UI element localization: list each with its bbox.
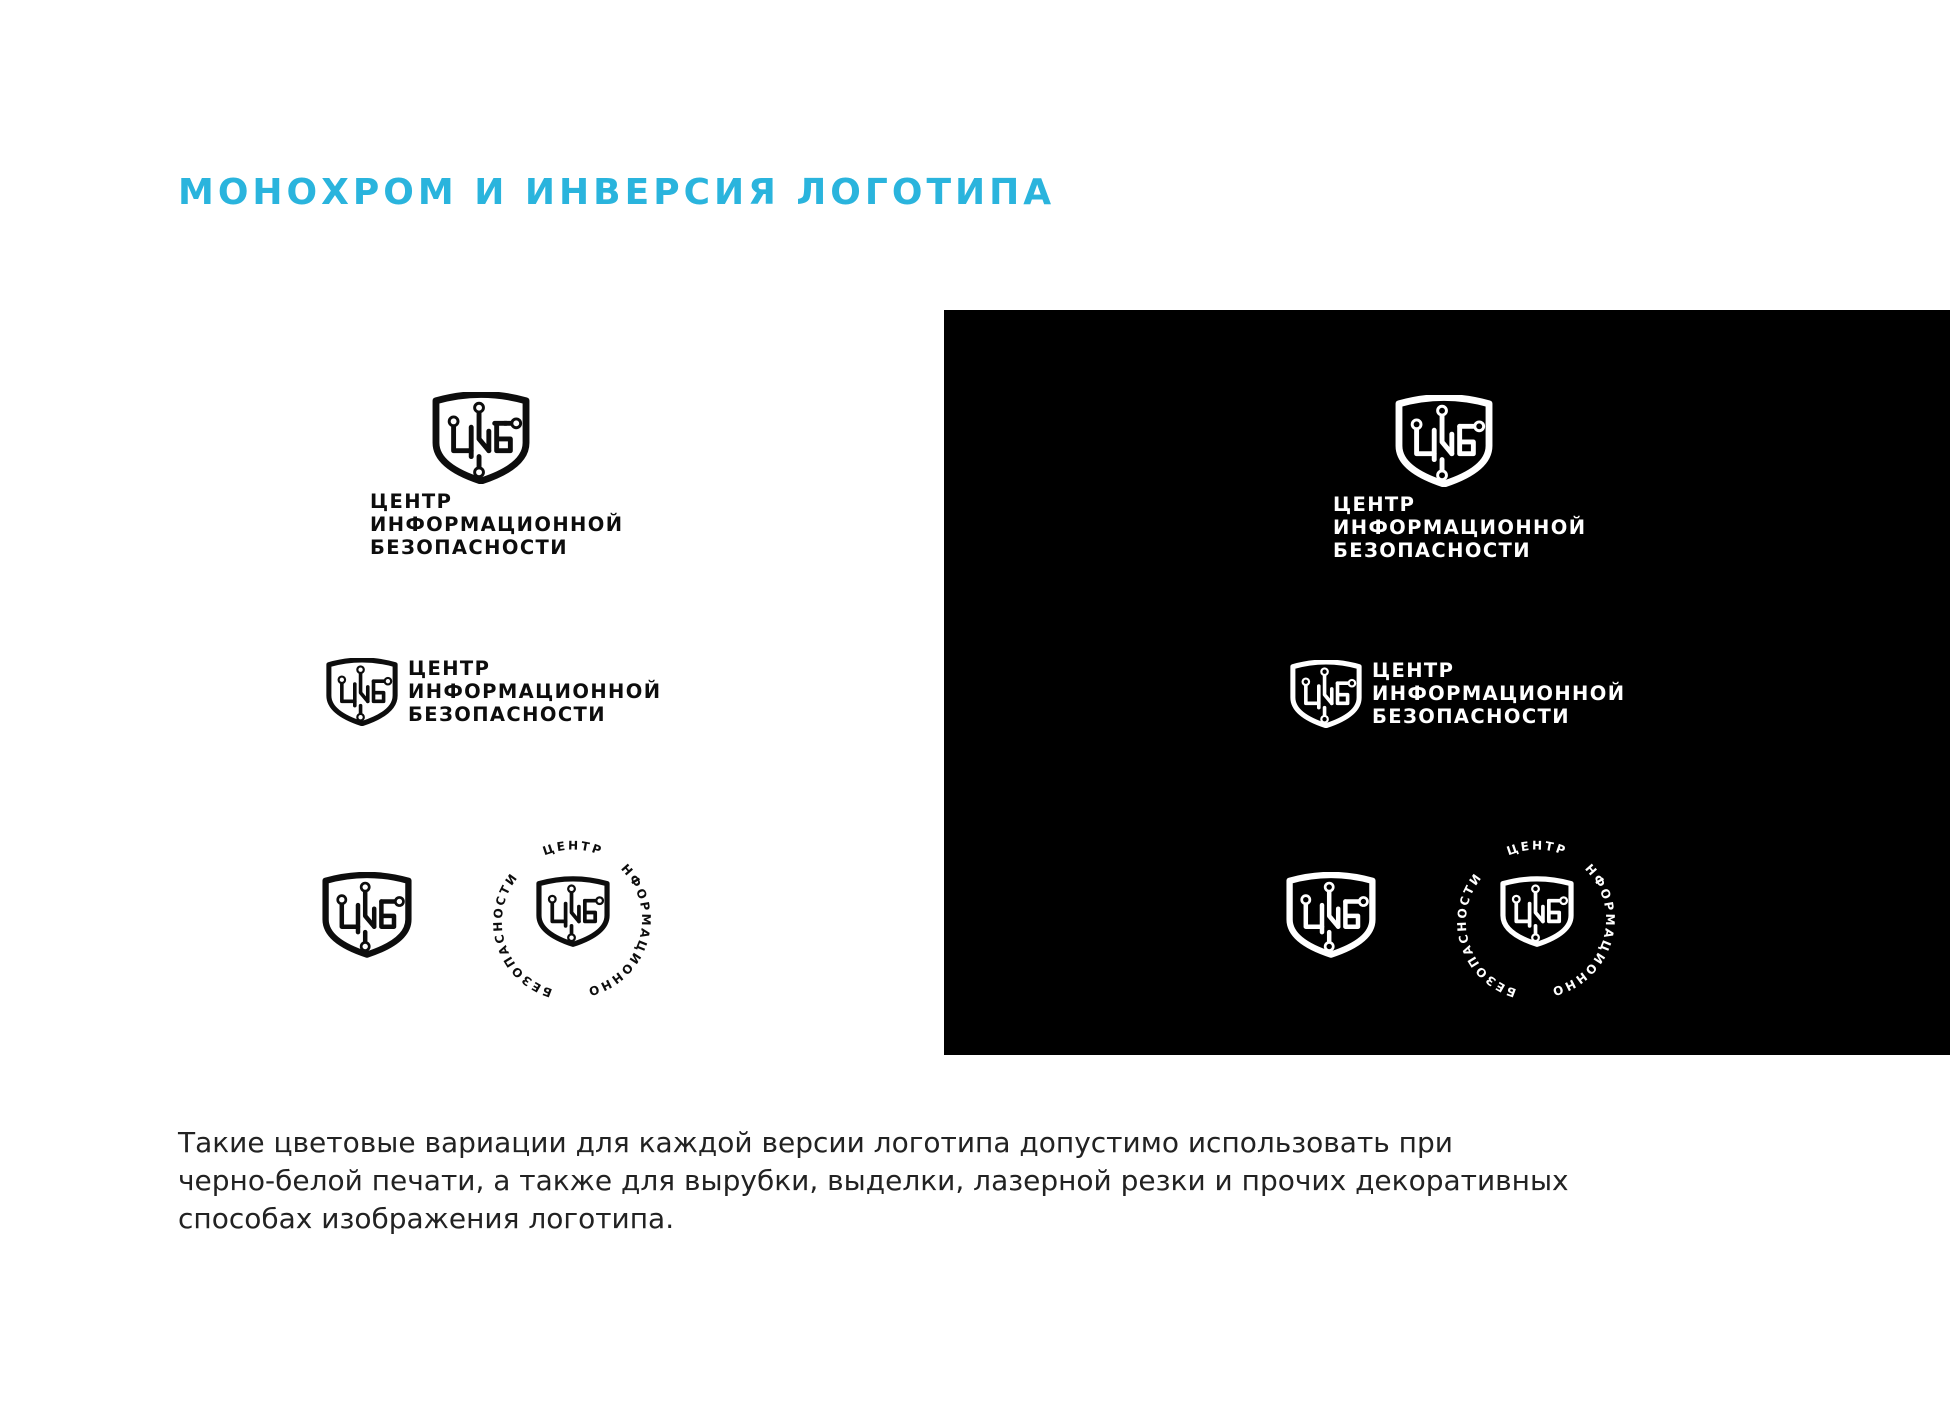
seal-text-right: НФОРМАЦИОННО [584, 861, 654, 999]
logo-wordmark [1372, 659, 1625, 728]
description-line-2: черно-белой печати, а также для вырубки, выделки, лазерной резки и прочих декоративных [178, 1164, 1569, 1197]
shield-monogram-icon [539, 879, 607, 944]
wordmark-line-3: БЕЗОПАСНОСТИ [408, 703, 606, 726]
shield-monogram-icon [326, 658, 398, 726]
wordmark-line-3: БЕЗОПАСНОСТИ [370, 536, 568, 559]
logo-wordmark [1333, 493, 1586, 562]
vertical-logo-dark [1333, 395, 1586, 562]
description-line-3: способах изображения логотипа. [178, 1202, 675, 1235]
wordmark-line-2: ИНФОРМАЦИОННОЙ [1372, 682, 1626, 705]
vertical-logo-light [370, 392, 623, 559]
wordmark-line-3: БЕЗОПАСНОСТИ [1333, 539, 1531, 562]
description-line-1: Такие цветовые вариации для каждой версии логотипа допустимо использовать при [178, 1126, 1453, 1159]
shield-monogram-icon [432, 392, 623, 484]
wordmark-line-1: ЦЕНТР [1333, 493, 1416, 516]
seal-text-top: ЦЕНТР [1504, 838, 1570, 859]
wordmark-line-1: ЦЕНТР [1372, 659, 1455, 682]
svg-text:ЦЕНТР [1505, 839, 1569, 859]
shield-monogram-icon [1290, 660, 1362, 728]
seal-text-left: БЕЗОПАСНОСТИ [1454, 869, 1518, 1000]
horizontal-logo-light [326, 657, 661, 726]
description-text [178, 1124, 1738, 1238]
wordmark-line-3: БЕЗОПАСНОСТИ [1372, 705, 1570, 728]
wordmark-line-1: ЦЕНТР [370, 490, 453, 513]
seal-text-top: ЦЕНТР [540, 838, 606, 859]
seal-text-left: БЕЗОПАСНОСТИ [490, 869, 554, 1000]
svg-text:БЕЗОПАСНОСТИ [491, 870, 554, 1000]
page-title: МОНОХРОМ И ИНВЕРСИЯ ЛОГОТИПА [178, 172, 1056, 213]
shield-monogram-icon [1503, 879, 1571, 944]
wordmark-line-1: ЦЕНТР [408, 657, 491, 680]
seal-text-right: НФОРМАЦИОННО [1548, 861, 1618, 999]
svg-text:БЕЗОПАСНОСТИ [1455, 870, 1518, 1000]
shield-monogram-icon [1286, 872, 1376, 958]
wordmark-line-2: ИНФОРМАЦИОННОЙ [1333, 516, 1587, 539]
horizontal-logo-dark [1290, 659, 1625, 728]
wordmark-line-2: ИНФОРМАЦИОННОЙ [370, 513, 624, 536]
shield-monogram-icon [1395, 395, 1586, 487]
round-seal-logo-dark [1452, 835, 1622, 1009]
wordmark-line-2: ИНФОРМАЦИОННОЙ [408, 680, 662, 703]
svg-text:ЦЕНТР [541, 839, 605, 859]
round-seal-logo-light [488, 835, 658, 1009]
shield-monogram-icon [322, 872, 412, 958]
logo-wordmark [408, 657, 661, 726]
logo-wordmark [370, 490, 623, 559]
